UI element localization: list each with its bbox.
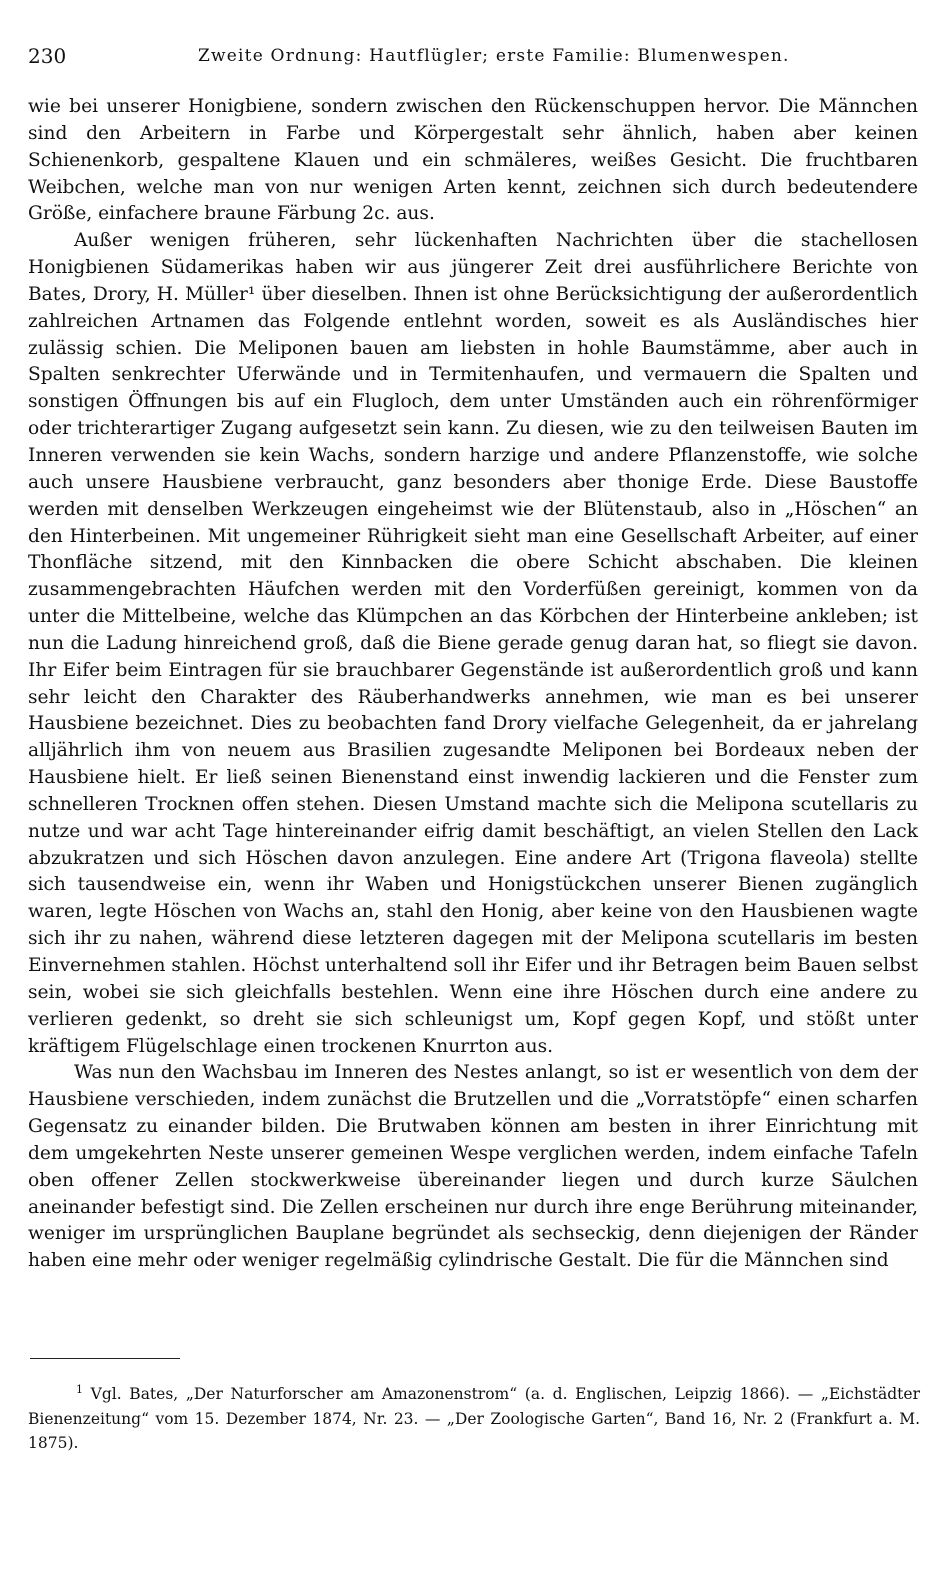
running-head: Zweite Ordnung: Hautflügler; erste Familie: Blumenwespen. [198, 46, 790, 66]
footnote-marker: 1 [76, 1383, 83, 1396]
paragraph-wachsbau: Was nun den Wachsbau im Inneren des Nestes anlangt, so ist er wesentlich von dem der Hausbiene verschieden, indem zunächst die Brutzellen und die „Vorratstöpfe“ einen scharfen Gegensatz zu einander bilden. Die Brutwaben können am besten in ihrer Einrichtung mit dem umgekehrten Neste unserer gemeinen Wespe verglichen werden, indem einfache Tafeln oben offener Zellen stockwerkweise übereinander liegen und durch kurze Säulchen aneinander befestigt sind. Die Zellen erscheinen nur durch ihre enge Berührung miteinander, weniger im ursprünglichen Bauplane begründet als sechseckig, denn diejenigen der Ränder haben eine mehr oder weniger regelmäßig cylindrische Gestalt. Die für die Männchen sind [28, 1062, 918, 1272]
page-number: 230 [28, 44, 67, 68]
footnote [28, 1378, 920, 1456]
body-text [28, 94, 918, 1275]
footnote-text: Vgl. Bates, „Der Naturforscher am Amazonenstrom“ (a. d. Englischen, Leipzig 1866). — „Eichstädter Bienenzeitung“ vom 15. Dezember 1874, Nr. 23. — „Der Zoologische Garten“, Band 16, Nr. 2 (Frankfurt a. M. 1875). [28, 1385, 920, 1452]
paragraph-continued: wie bei unserer Honigbiene, sondern zwischen den Rückenschuppen hervor. Die Männchen sind den Arbeitern in Farbe und Körpergestalt sehr ähnlich, haben aber keinen Schienenkorb, gespaltene Klauen und ein schmäleres, weißes Gesicht. Die fruchtbaren Weibchen, welche man von nur wenigen Arten kennt, zeichnen sich durch bedeutendere Größe, einfachere braune Färbung 2c. aus. [28, 96, 918, 225]
footnote-divider [30, 1358, 180, 1359]
page-header [28, 44, 918, 74]
paragraph-meliponen: Außer wenigen früheren, sehr lückenhaften Nachrichten über die stachellosen Honigbienen Südamerikas haben wir aus jüngerer Zeit drei ausführlichere Berichte von Bates, Drory, H. Müller¹ über dieselben. Ihnen ist ohne Berücksichtigung der außerordentlich zahlreichen Artnamen das Folgende entlehnt worden, soweit es als Ausländisches hier zulässig schien. Die Meliponen bauen am liebsten in hohle Baumstämme, aber auch in Spalten senkrechter Uferwände und in Termitenhaufen, und vermauern die Spalten und sonstigen Öffnungen bis auf ein Flugloch, dem unter Umständen auch ein röhrenförmiger oder trichterartiger Zugang aufgesetzt sein kann. Zu diesen, wie zu den teilweisen Bauten im Inneren verwenden sie kein Wachs, sondern harzige und andere Pflanzenstoffe, wie solche auch unsere Hausbiene verbraucht, ganz besonders aber thonige Erde. Diese Baustoffe werden mit denselben Werkzeugen eingeheimst wie der Blütenstaub, also in „Höschen“ an den Hinterbeinen. Mit ungemeiner Rührigkeit sieht man eine Gesellschaft Arbeiter, auf einer Thonfläche sitzend, mit den Kinnbacken die obere Schicht abschaben. Die kleinen zusammengebrachten Häufchen werden mit den Vorderfüßen gereinigt, kommen von da unter die Mittelbeine, welche das Klümpchen an das Körbchen der Hinterbeine ankleben; ist nun die Ladung hinreichend groß, daß die Biene gerade genug daran hat, so fliegt sie davon. Ihr Eifer beim Eintragen für sie brauchbarer Gegenstände ist außerordentlich groß und kann sehr leicht den Charakter des Räuberhandwerks annehmen, wie man es bei unserer Hausbiene bezeichnet. Dies zu beobachten fand Drory vielfache Gelegenheit, da er jahrelang alljährlich ihm von neuem aus Brasilien zugesandte Meliponen bei Bordeaux neben der Hausbiene hielt. Er ließ seinen Bienenstand einst inwendig lackieren und die Fenster zum schnelleren Trocknen offen stehen. Diesen Umstand machte sich die Melipona scutellaris zu nutze und war acht Tage hintereinander eifrig damit beschäftigt, an vielen Stellen den Lack abzukratzen und sich Höschen davon anzulegen. Eine andere Art (Trigona flaveola) stellte sich tausendweise ein, wenn ihr Waben und Honigstückchen unserer Bienen zugänglich waren, legte Höschen von Wachs an, stahl den Honig, aber keine von den Hausbienen wagte sich ihr zu nahen, während diese letzteren dagegen mit der Melipona scutellaris im besten Einvernehmen stahlen. Höchst unterhaltend soll ihr Eifer und ihr Betragen beim Bauen selbst sein, wobei sie sich gleichfalls bestehlen. Wenn eine ihre Höschen durch eine andere zu verlieren gedenkt, so dreht sie sich schleunigst um, Kopf gegen Kopf, und stößt unter kräftigem Flügelschlage einen trockenen Knurrton aus. [28, 230, 918, 1057]
